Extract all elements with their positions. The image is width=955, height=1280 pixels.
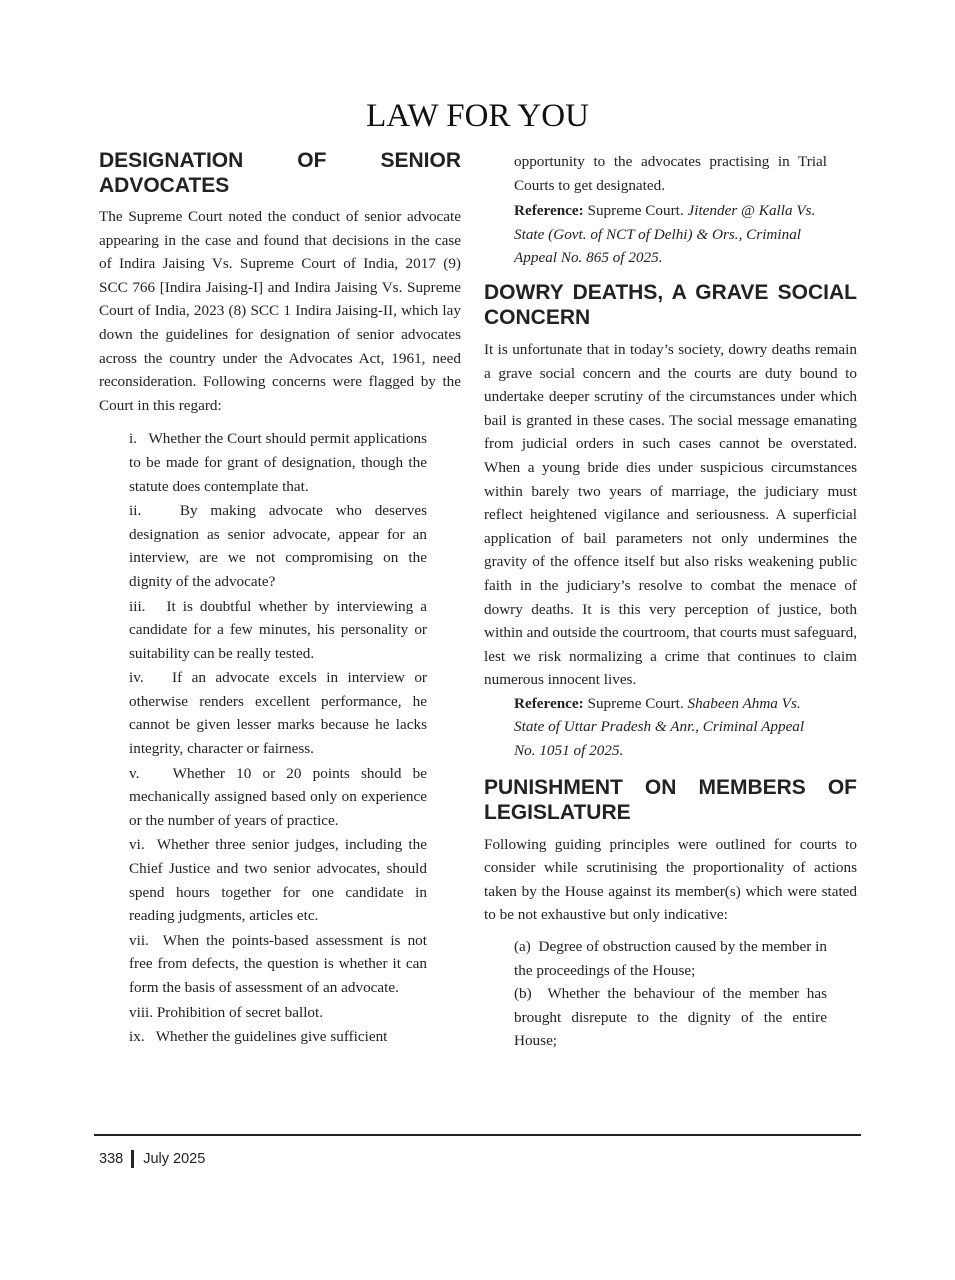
list-item: ix. Whether the guidelines give sufficient [129,1028,388,1046]
list-item: vi. Whether three senior judges, including the Chief Justice and two senior advocates, should spend hours together for one candidate in reading judgments, articles etc. [129,836,427,925]
dowry-paragraph: It is unfortunate that in today’s society, dowry deaths remain a grave social concern and the courts are duty bound to undertake deeper scrutiny of the circumstances under which bail is granted in these cases. The social message emanating from judicial orders in such cases cannot be overstated. When a young bride dies under suspicious circumstances within barely two years of marriage, the judiciary must reflect heightened vigilance and seriousness. A superficial application of bail parameters not only undermines the gravity of the offence itself but also risks weakening public faith in the judiciary’s resolve to combat the menace of dowry deaths. It is this very perception of justice, both within and outside the courtroom, that courts must safeguard, lest we risk normalizing a crime that continues to claim numerous innocent lives. [484,340,857,689]
page-footer [99,1150,205,1168]
list-item: (b) Whether the behaviour of the member has brought disrepute to the dignity of the entire House; [514,985,827,1050]
section-heading-senior-advocates: DESIGNATION OF SENIOR [99,149,461,172]
principles-list [514,935,827,1053]
reference-case: Jitender @ Kalla Vs. State (Govt. of NCT of Delhi) & Ors., Criminal Appeal No. 865 of 2025. [514,202,816,267]
page-number: 338 [99,1151,124,1167]
reference-court: Supreme Court. [583,694,688,712]
section-heading-punishment: PUNISHMENT ON MEMBERS OF LEGISLATURE [484,775,857,824]
concerns-list [129,427,427,1048]
right-column [484,150,857,1053]
reference-label: Reference: [514,694,584,712]
list-item: iv. If an advocate excels in interview or otherwise renders excellent performance, he cannot be given lesser marks because he lacks integrity, character or fairness. [129,669,427,758]
list-item: i. Whether the Court should permit applications to be made for grant of designation, though the statute does contemplate that. [129,430,427,495]
reference-2 [514,692,827,763]
issue-date: July 2025 [143,1151,206,1167]
reference-1 [514,199,827,270]
intro-paragraph: The Supreme Court noted the conduct of senior advocate appearing in the case and found that decisions in the case of Indira Jaising Vs. Supreme Court of India, 2017 (9) SCC 766 [Indira Jaising-I] and Indira Jaising Vs. Supreme Court of India, 2023 (8) SCC 1 Indira Jaising-II, which lay down the guidelines for designation of senior advocates across the country under the Advocates Act, 1961, need reconsideration. Following concerns were flagged by the Court in this regard: [99,208,461,414]
list-item: v. Whether 10 or 20 points should be mechanically assigned based only on experience or the number of years of practice. [129,764,427,829]
section-heading-dowry-deaths: DOWRY DEATHS, A GRAVE SOCIAL CONCERN [484,280,857,329]
page-title: LAW FOR YOU [366,98,589,134]
left-column [99,148,461,1050]
list-item: ii. By making advocate who deserves designation as senior advocate, appear for an interview, are we not compromising on the dignity of the advocate? [129,502,427,590]
section-heading-senior-advocates-cont: ADVOCATES [99,174,230,197]
list-item: viii. Prohibition of secret ballot. [129,1003,324,1021]
reference-label: Reference: [514,202,584,220]
reference-court: Supreme Court. [583,202,688,220]
list-item: iii. It is doubtful whether by interviewing a candidate for a few minutes, his personality or suitability can be really tested. [129,597,427,662]
footer-divider [94,1134,861,1136]
footer-separator [131,1150,134,1168]
list-item: vii. When the points-based assessment is not free from defects, the question is whether it can form the basis of assessment of an advocate. [129,931,427,996]
list-item: (a) Degree of obstruction caused by the member in the proceedings of the House; [514,938,827,979]
reference-case: Shabeen Ahma Vs. State of Uttar Pradesh & Anr., Criminal Appeal No. 1051 of 2025. [514,694,805,760]
continued-paragraph: opportunity to the advocates practising in Trial Courts to get designated. [514,153,827,194]
punishment-paragraph: Following guiding principles were outlined for courts to consider while scrutinising the proportionality of actions taken by the House against its member(s) which were stated to be not exhaustive but only indicative: [484,835,857,924]
